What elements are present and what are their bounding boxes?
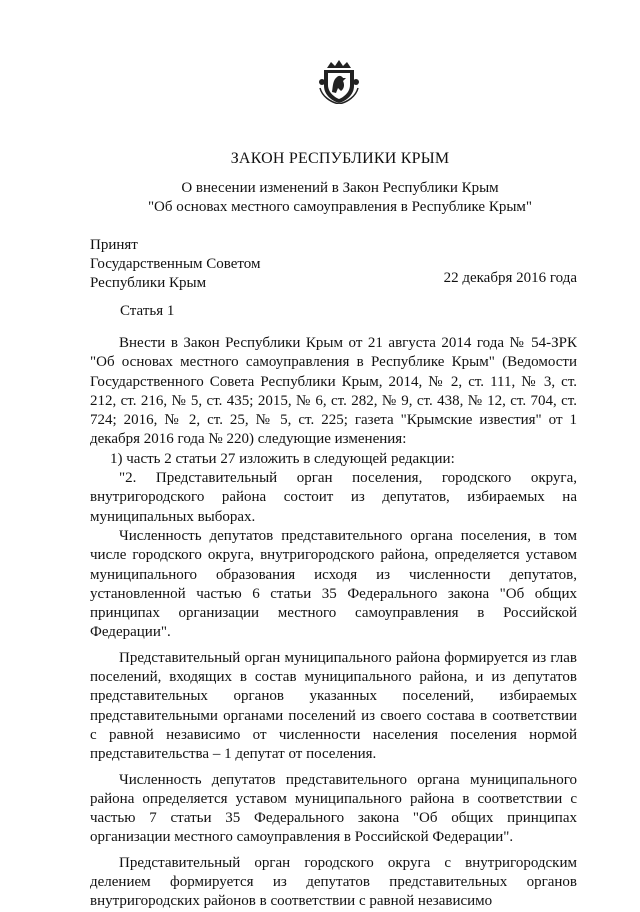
law-subtitle-line-2: "Об основах местного самоуправления в Республике Крым" — [147, 199, 533, 215]
adoption-line-1: Принят — [90, 237, 138, 253]
adoption-date: 22 декабря 2016 года — [443, 270, 577, 286]
paragraph-5: Представительный орган городского округа с внутригородским делением формируется из депутатов представительных органов внутригородских районов в соответствии с равной независимо — [90, 854, 577, 910]
paragraph-3: Представительный орган муниципального района формируется из глав поселений, входящих в состав муниципального района, и из депутатов представительных органов указанных поселений, избираемых представительными органами поселений из своего состава в соответствии с равной независимо от численности населения поселения нормой представительства – 1 депутат от поселения. — [90, 649, 577, 763]
adoption-line-3: Республики Крым — [90, 275, 207, 291]
paragraph-4: Численность депутатов представительного органа муниципального района определяется уставом муниципального района в соответствии с частью 7 статьи 35 Федерального закона "Об общих принципах организации местного самоуправления в Российской Федерации". — [90, 771, 577, 846]
law-body — [90, 334, 577, 912]
list-item-1: 1) часть 2 статьи 27 изложить в следующей редакции: — [110, 450, 455, 467]
article-heading: Статья 1 — [120, 303, 175, 319]
law-subtitle-line-1: О внесении изменений в Закон Республики Крым — [181, 180, 499, 196]
adoption-block — [90, 236, 261, 293]
intro-paragraph: Внести в Закон Республики Крым от 21 августа 2014 года № 54-ЗРК "Об основах местного самоуправления в Республике Крым" (Ведомости Государственного Совета Республики Крым, 2014, № 2, ст. 111, № 3, ст. 212, ст. 216, № 5, ст. 435; 2015, № 6, ст. 282, № 9, ст. 438, № 12, ст. 704, ст. 724; 2016, № 2, ст. 25, № 5, ст. 225; газета "Крымские известия" от 1 декабря 2016 года № 220) следующие изменения: — [90, 335, 577, 448]
paragraph-1: "2. Представительный орган поселения, городского округа, внутригородского района состоит из депутатов, избираемых на муниципальных выборах. — [90, 470, 577, 525]
law-title: ЗАКОН РЕСПУБЛИКИ КРЫМ — [230, 150, 450, 167]
crimea-coat-of-arms-icon — [318, 58, 360, 104]
paragraph-2: Численность депутатов представительного органа поселения, в том числе городского округа, внутригородского района, определяется уставом муниципального образования исходя из численности депутатов, установленной частью 6 статьи 35 Федерального закона "Об общих принципах организации местного самоуправления в Российской Федерации". — [90, 527, 577, 641]
adoption-line-2: Государственным Советом — [90, 256, 261, 272]
